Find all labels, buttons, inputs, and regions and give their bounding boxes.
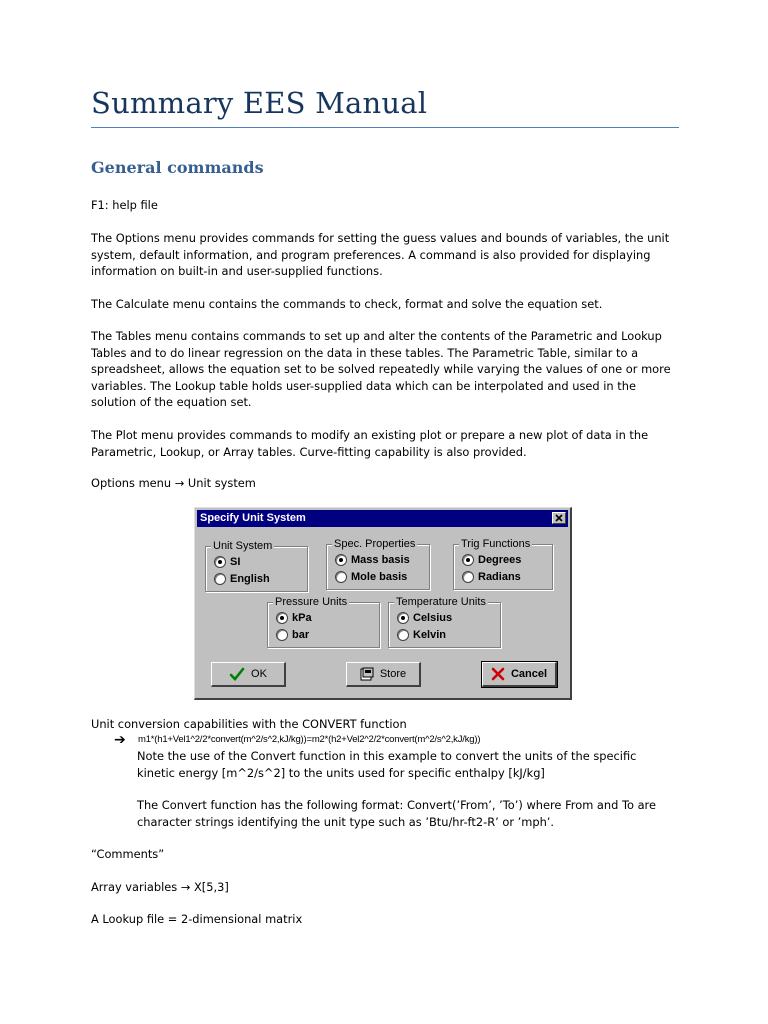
paragraph-calculate: The Calculate menu contains the commands to check, format and solve the equation set. [91, 297, 603, 311]
dialog-title: Specify Unit System [200, 512, 306, 524]
paragraph-array: Array variables → X[5,3] [91, 880, 229, 894]
radio-celsius-label: Celsius [413, 612, 453, 624]
unit-system-group [205, 540, 308, 592]
pressure-units-legend: Pressure Units [275, 596, 348, 608]
temperature-units-group [388, 596, 501, 648]
pressure-units-group [267, 596, 380, 648]
ok-button[interactable] [211, 662, 286, 687]
radio-kpa-label: kPa [292, 612, 312, 624]
radio-si-label: SI [230, 556, 241, 568]
paragraph-convert-note: Note the use of the Convert function in this example to convert the units of the specific kinetic energy [m^2/s^2] to the units used for specific enthalpy [kJ/kg] [137, 749, 637, 780]
cancel-label: Cancel [510, 668, 548, 680]
radio-selected-icon [276, 612, 288, 624]
paragraph-f1: F1: help file [91, 198, 158, 212]
store-button[interactable] [346, 662, 421, 687]
radio-mole-basis-label: Mole basis [351, 571, 408, 583]
cancel-x-icon [491, 667, 505, 681]
radio-mass-basis-label: Mass basis [351, 554, 410, 566]
temperature-units-legend: Temperature Units [396, 596, 486, 608]
radio-kelvin[interactable] [397, 628, 446, 642]
radio-radians-label: Radians [478, 571, 521, 583]
radio-kelvin-label: Kelvin [413, 629, 447, 641]
store-label: Store [379, 668, 407, 680]
radio-si[interactable] [214, 555, 240, 569]
radio-unselected-icon [276, 629, 288, 641]
paragraph-comments: “Comments” [91, 847, 165, 861]
radio-kpa[interactable] [276, 611, 312, 625]
radio-english-label: English [230, 573, 270, 585]
paragraph-options-menu: Options menu → Unit system [91, 476, 256, 490]
paragraph-lookup: A Lookup file = 2-dimensional matrix [91, 912, 303, 926]
radio-selected-icon [397, 612, 409, 624]
radio-bar-label: bar [292, 629, 310, 641]
close-button[interactable] [552, 512, 566, 524]
radio-mass-basis[interactable] [335, 553, 410, 567]
radio-selected-icon [462, 554, 474, 566]
paragraph-plot: The Plot menu provides commands to modify an existing plot or prepare a new plot of data in the Parametric, Lookup, or Array tables. Curve-fitting capability is also provided. [91, 428, 649, 459]
unit-system-dialog [194, 507, 572, 700]
spec-properties-legend: Spec. Properties [334, 538, 416, 550]
cancel-button[interactable] [482, 662, 557, 687]
radio-unselected-icon [214, 573, 226, 585]
convert-formula: m1*(h1+Vel1^2/2*convert(m^2/s^2,kJ/kg))=m2*(h2+Vel2^2/2*convert(m^2/s^2,kJ/kg)) [138, 734, 481, 745]
radio-degrees[interactable] [462, 553, 521, 567]
trig-functions-group [453, 538, 553, 590]
radio-mole-basis[interactable] [335, 570, 407, 584]
paragraph-tables: The Tables menu contains commands to set up and alter the contents of the Parametric and Lookup Tables and to do linear regression on the data in these tables. The Parametric Table, similar to a spreadsheet, allows the equation set to be solved repeatedly while varying the values of one or more variables. The Lookup table holds user-supplied data which can be interpolated and used in the solution of the equation set. [91, 329, 671, 409]
radio-unselected-icon [335, 571, 347, 583]
close-icon [555, 514, 563, 522]
radio-english[interactable] [214, 572, 270, 586]
ok-label: OK [251, 668, 267, 680]
radio-selected-icon [335, 554, 347, 566]
radio-bar[interactable] [276, 628, 309, 642]
store-icon [360, 667, 374, 681]
radio-degrees-label: Degrees [478, 554, 522, 566]
paragraph-convert-intro: Unit conversion capabilities with the CONVERT function [91, 717, 407, 731]
spec-properties-group [326, 538, 430, 590]
radio-unselected-icon [397, 629, 409, 641]
radio-radians[interactable] [462, 570, 521, 584]
trig-functions-legend: Trig Functions [461, 538, 531, 550]
section-heading: General commands [91, 158, 264, 177]
title-underline [91, 127, 679, 128]
page-title: Summary EES Manual [91, 86, 428, 120]
radio-selected-icon [214, 556, 226, 568]
paragraph-convert-format: The Convert function has the following format: Convert(’From’, ’To’) where From and To are character strings identifying the unit type such as ’Btu/hr-ft2-R’ or ’mph’. [137, 798, 656, 829]
dialog-titlebar [197, 510, 568, 527]
paragraph-options: The Options menu provides commands for setting the guess values and bounds of variables, the unit system, default information, and program preferences. A command is also provided for displaying information on built-in and user-supplied functions. [91, 231, 670, 278]
arrow-bullet-icon: ➔ [114, 732, 126, 748]
check-icon [229, 667, 245, 681]
unit-system-legend: Unit System [213, 540, 273, 552]
radio-unselected-icon [462, 571, 474, 583]
radio-celsius[interactable] [397, 611, 452, 625]
